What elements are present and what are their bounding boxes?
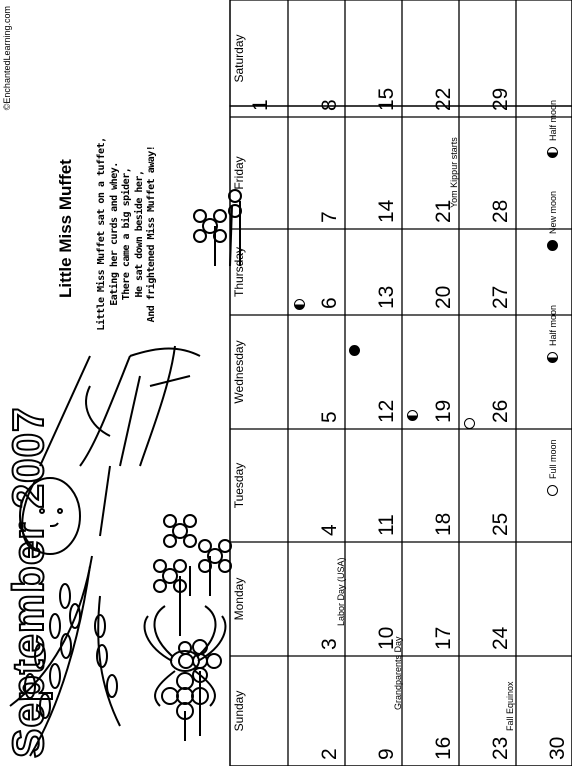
date-17: 17 bbox=[432, 626, 455, 650]
new-moon-icon bbox=[349, 345, 360, 356]
date-14: 14 bbox=[375, 199, 398, 223]
date-4: 4 bbox=[318, 524, 341, 536]
date-20: 20 bbox=[432, 285, 455, 309]
date-25: 25 bbox=[489, 512, 512, 536]
event-labor-day: Labor Day (USA) bbox=[336, 557, 346, 626]
day-header-monday: Monday bbox=[232, 577, 246, 621]
date-22: 22 bbox=[432, 87, 455, 111]
date-2: 2 bbox=[318, 748, 341, 760]
flower-icon bbox=[154, 515, 231, 596]
day-header-friday: Friday bbox=[232, 156, 246, 190]
date-19: 19 bbox=[432, 399, 455, 423]
date-6: 6 bbox=[318, 297, 341, 309]
date-9: 9 bbox=[375, 748, 398, 760]
date-21: 21 bbox=[432, 199, 455, 223]
credit-text: ©EnchantedLearning.com bbox=[2, 6, 12, 111]
date-16: 16 bbox=[432, 736, 455, 760]
poem-line: He sat down beside her, bbox=[133, 170, 145, 298]
date-27: 27 bbox=[489, 285, 512, 309]
day-header-sunday: Sunday bbox=[232, 690, 246, 732]
half-moon-icon bbox=[294, 299, 305, 310]
date-10: 10 bbox=[375, 626, 398, 650]
event-yom-kippur: Yom Kippur starts bbox=[449, 137, 459, 208]
new-moon-icon bbox=[547, 240, 558, 251]
date-24: 24 bbox=[489, 626, 512, 650]
day-header-tuesday: Tuesday bbox=[232, 462, 246, 509]
legend-label: Half moon bbox=[548, 99, 558, 141]
date-23: 23 bbox=[489, 736, 512, 760]
legend-new bbox=[548, 191, 559, 251]
legend-half-2 bbox=[548, 100, 559, 158]
date-28: 28 bbox=[489, 199, 512, 223]
calendar-title: September 2007 bbox=[4, 406, 53, 758]
poem-title: Little Miss Muffet bbox=[56, 159, 75, 298]
date-29: 29 bbox=[489, 87, 512, 111]
date-5: 5 bbox=[318, 411, 341, 423]
date-30: 30 bbox=[546, 736, 569, 760]
date-13: 13 bbox=[375, 285, 398, 309]
legend-label: New moon bbox=[548, 190, 558, 234]
date-12: 12 bbox=[375, 399, 398, 423]
legend-half-1 bbox=[548, 305, 559, 363]
date-15: 15 bbox=[375, 87, 398, 111]
legend-label: Full moon bbox=[548, 439, 558, 479]
date-7: 7 bbox=[318, 211, 341, 223]
event-fall-equinox: Fall Equinox bbox=[505, 681, 515, 731]
date-18: 18 bbox=[432, 512, 455, 536]
spider-icon bbox=[145, 576, 226, 706]
half-moon-icon bbox=[407, 410, 418, 421]
date-11: 11 bbox=[375, 514, 398, 536]
half-moon-icon bbox=[547, 147, 558, 158]
legend-full bbox=[548, 439, 559, 496]
poem-line: And frightened Miss Muffet away! bbox=[146, 145, 157, 323]
girl-icon bbox=[20, 346, 200, 554]
legend-label: Half moon bbox=[548, 304, 558, 346]
poem-line: There came a big spider, bbox=[121, 167, 132, 301]
day-header-wednesday: Wednesday bbox=[232, 340, 246, 404]
plant-icon bbox=[10, 556, 120, 756]
date-1: 1 bbox=[249, 99, 272, 111]
day-header-thursday: Thursday bbox=[232, 246, 246, 298]
date-26: 26 bbox=[489, 399, 512, 423]
date-8: 8 bbox=[318, 99, 341, 111]
full-moon-icon bbox=[547, 485, 558, 496]
day-header-saturday: Saturday bbox=[232, 34, 246, 83]
full-moon-icon bbox=[464, 418, 475, 429]
poem-line: Little Miss Muffet sat on a tuffet, bbox=[96, 137, 107, 331]
half-moon-icon bbox=[547, 352, 558, 363]
date-3: 3 bbox=[318, 638, 341, 650]
event-grandparents-day: Grandparents Day bbox=[393, 636, 403, 710]
poem-line: Eating her curds and whey. bbox=[108, 162, 120, 306]
